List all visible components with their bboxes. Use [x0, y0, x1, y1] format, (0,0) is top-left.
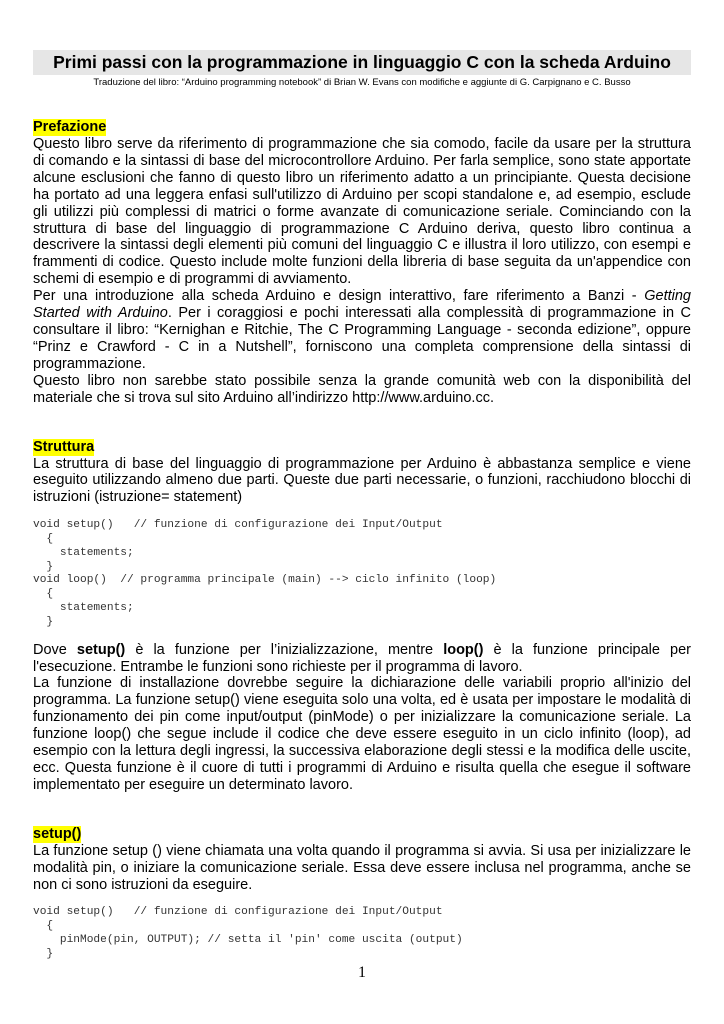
paragraph: La funzione setup () viene chiamata una volta quando il programma si avvia. Si usa per inizializzare le modalità pin, o iniziare la comunicazione seriale. Essa deve essere inclusa nel programma, anche se non ci sono istruzioni da eseguire. — [33, 842, 691, 893]
code-block: void setup() // funzione di configurazione dei Input/Output { pinMode(pin, OUTPUT); // setta il 'pin' come uscita (output) } — [33, 906, 463, 960]
section-heading-struttura: Struttura — [33, 438, 95, 455]
paragraph: Dove setup() è la funzione per l’inizializzazione, mentre loop() è la funzione principale per l'esecuzione. Entrambe le funzioni sono richieste per il programma di lavoro. — [33, 641, 691, 675]
paragraph: Questo libro non sarebbe stato possibile senza la grande comunità web con la disponibilità del materiale che si trova sul sito Arduino all’indirizzo http://www.arduino.cc. — [33, 372, 691, 406]
document-title: Primi passi con la programmazione in linguaggio C con la scheda Arduino — [33, 50, 691, 75]
paragraph: Per una introduzione alla scheda Arduino e design interattivo, fare riferimento a Banzi - Getting Started with Arduino. Per i coraggiosi e pochi interessati alla complessità di programmazione in C consultare il libro: “Kernighan e Ritchie, The C Programming Language - seconda edizione”, oppure “Prinz e Crawford - C in a Nutshell”, forniscono una completa comprensione della sintassi di programmazione. — [33, 288, 691, 372]
paragraph: La funzione di installazione dovrebbe seguire la dichiarazione delle variabili proprio all'inizio del programma. La funzione setup() viene eseguita solo una volta, ed è usata per impostare le modalità di funzionamento dei pin come input/output (pinMode) o per inizializzare la comunicazione seriale. La funzione loop() che segue include il codice che deve essere eseguito in un ciclo infinito (loop), ad esempio con la lettura degli ingressi, la successiva elaborazione degli stessi e la modifica delle uscite, ecc. Questa funzione è il cuore di tutti i programmi di Arduino e risulta quella che esegue il software implementato per eseguire un determinato lavoro. — [33, 675, 691, 793]
section-heading-prefazione: Prefazione — [33, 119, 107, 135]
document-page — [33, 50, 691, 962]
paragraph: La struttura di base del linguaggio di programmazione per Arduino è abbastanza semplice e viene eseguito utilizzando almeno due parti. Queste due parti necessarie, o funzioni, racchiudono blocchi di istruzioni (istruzione= statement) — [33, 455, 691, 506]
section-heading-setup: setup() — [33, 825, 82, 842]
code-block: void setup() // funzione di configurazione dei Input/Output { statements; } void loop() // programma principale (main) --> ciclo infinito (loop) { statements; } — [33, 519, 497, 628]
paragraph: Questo libro serve da riferimento di programmazione che sia comodo, facile da usare per la struttura di comando e la sintassi di base del microcontrollore Arduino. Per farla semplice, sono state apportate alcune esclusioni che fanno di questo libro un riferimento adatto a un principiante. Questa decisione ha portato ad una leggera enfasi sull'utilizzo di Arduino per scopi standalone e, ad esempio, esclude gli utilizzi più complessi di matrici o forme avanzate di comunicazione seriale. Cominciando con la struttura di base del linguaggio di programmazione C Arduino deriva, questo libro continua a descrivere la sintassi degli elementi più comuni del linguaggio C e illustra il loro utilizzo, con esempi e frammenti di codice. Questo include molte funzioni della libreria di base seguita da un'appendice con schemi di esempio e di programmi di avviamento. — [33, 136, 691, 288]
page-number: 1 — [358, 964, 366, 981]
document-subtitle: Traduzione del libro: “Arduino programming notebook” di Brian W. Evans con modifiche e aggiunte di G. Carpignano e C. Busso — [93, 77, 631, 88]
